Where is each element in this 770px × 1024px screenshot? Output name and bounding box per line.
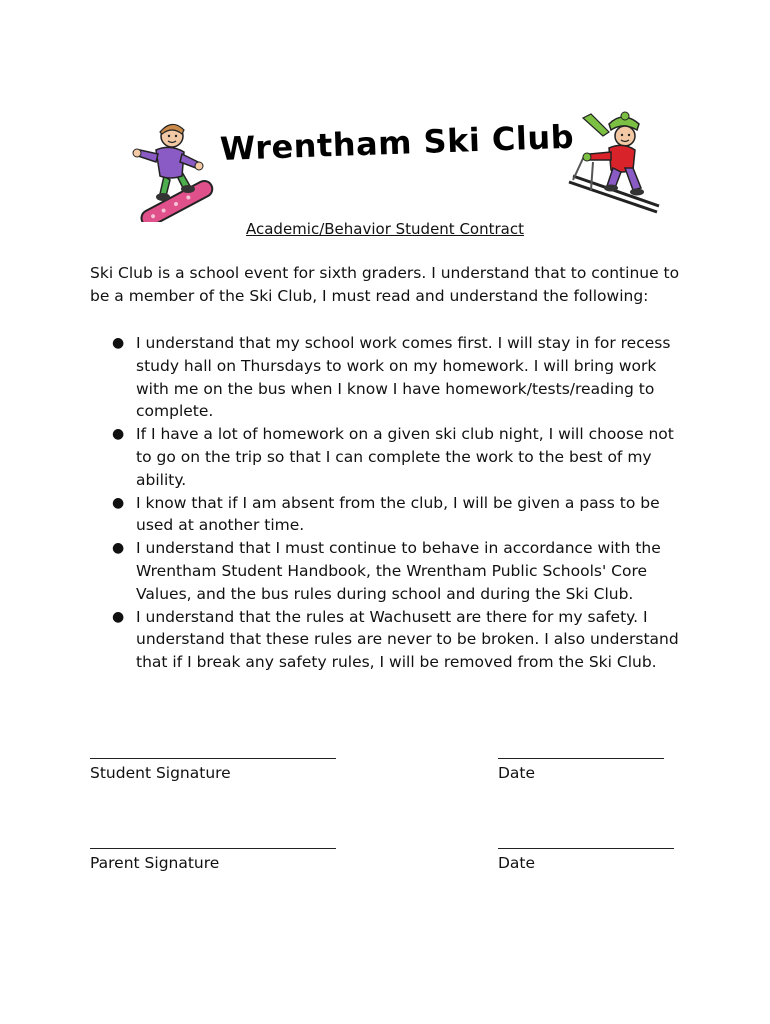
list-item bbox=[110, 492, 690, 538]
parent-signature-label: Parent Signature bbox=[90, 854, 220, 872]
list-item bbox=[110, 332, 690, 423]
bullet-icon: ● bbox=[112, 540, 125, 557]
list-item bbox=[110, 606, 690, 674]
term-text: I understand that my school work comes first. I will stay in for recess study hall on Thursdays to work on my homework. I will bring work with me on the bus when I know I have homework/tests/reading to complete. bbox=[136, 334, 671, 421]
parent-date-label: Date bbox=[498, 854, 536, 872]
parent-signature-line[interactable] bbox=[90, 848, 336, 849]
student-signature-line[interactable] bbox=[90, 758, 336, 759]
term-text: I know that if I am absent from the club, I will be given a pass to be used at another time. bbox=[136, 493, 660, 535]
student-signature-label: Student Signature bbox=[90, 764, 231, 782]
bullet-icon: ● bbox=[112, 335, 125, 351]
bullet-icon: ● bbox=[112, 494, 125, 511]
terms-list bbox=[110, 332, 690, 674]
contract-subtitle: Academic/Behavior Student Contract bbox=[246, 220, 524, 238]
list-item bbox=[110, 537, 690, 605]
term-text: I understand that I must continue to behave in accordance with the Wrentham Student Handbook, the Wrentham Public Schools' Core Values, and the bus rules during school and during the Ski Club. bbox=[136, 539, 661, 603]
term-text: If I have a lot of homework on a given ski club night, I will choose not to go on the trip so that I can complete the work to the best of my ability. bbox=[136, 425, 674, 489]
bullet-icon: ● bbox=[112, 608, 125, 625]
list-item bbox=[110, 423, 690, 491]
term-text: I understand that the rules at Wachusett are there for my safety. I understand that these rules are never to be broken. I also understand that if I break any safety rules, I will be removed from the Ski Club. bbox=[136, 607, 679, 672]
student-date-line[interactable] bbox=[498, 758, 664, 759]
page-title: Wrentham Ski Club bbox=[219, 117, 575, 168]
student-date-label: Date bbox=[498, 764, 536, 782]
intro-paragraph: Ski Club is a school event for sixth graders. I understand that to continue to be a member of the Ski Club, I must read and understand the following: bbox=[90, 264, 680, 305]
bullet-icon: ● bbox=[112, 426, 125, 443]
parent-date-line[interactable] bbox=[498, 848, 674, 849]
snowboarder-icon bbox=[126, 114, 214, 222]
skier-icon bbox=[563, 110, 661, 218]
